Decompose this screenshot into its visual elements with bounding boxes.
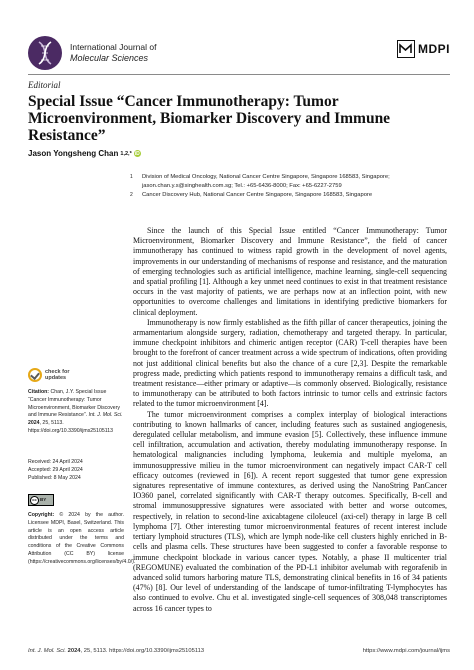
mdpi-logo [397, 40, 450, 58]
journal-name-line1: International Journal of [70, 42, 157, 52]
citation-journal: Int. J. Mol. Sci. [88, 412, 123, 419]
affiliation-item [130, 191, 450, 200]
affiliation-text: Division of Medical Oncology, National Cancer Centre Singapore, Singapore 168583, Singapore; jason.chan.y.s@singhealth.com.sg; Tel.: +65-6436-8000; Fax: +65-6227-2759 [142, 174, 390, 189]
check-updates-icon [28, 368, 42, 382]
cc-license-badge[interactable] [28, 494, 124, 506]
affiliation-item [130, 173, 450, 191]
mdpi-logo-text: MDPI [418, 42, 450, 56]
cc-icon: cc [30, 496, 39, 505]
citation-label: Citation: [28, 389, 50, 395]
check-for-updates-button[interactable] [28, 368, 124, 382]
footer-citation [28, 648, 204, 654]
affiliation-text: Cancer Discovery Hub, National Cancer Centre Singapore, Singapore 168583, Singapore [142, 192, 373, 198]
check-updates-line1: check for [45, 368, 70, 375]
published-date: Published: 8 May 2024 [28, 474, 81, 481]
journal-name-line2: Molecular Sciences [70, 53, 149, 63]
citation-year: 2024 [28, 420, 40, 427]
orcid-icon[interactable]: iD [134, 150, 140, 157]
copyright-block [28, 512, 136, 567]
copyright-label: Copyright: [28, 512, 55, 518]
affiliations [130, 173, 450, 200]
header-divider [28, 74, 450, 75]
footer-year: 2024 [67, 648, 81, 654]
article-title: Special Issue “Cancer Immunotherapy: Tumor Microenvironment, Biomarker Discovery and Immune Resistance” [28, 93, 391, 144]
accepted-date: Accepted: 29 April 2024 [28, 466, 83, 473]
page-footer [28, 648, 450, 654]
citation-text: Chan, J.Y. Special Issue “Cancer Immunotherapy: Tumor Microenvironment, Biomarker Discovery and Immune Resistance”. [28, 389, 120, 419]
journal-name [70, 42, 156, 64]
body-paragraph: The tumor microenvironment comprises a complex interplay of biological interactions contributing to known hallmarks of cancer, including features such as sustained angiogenesis, deregulated cellular metabolism, and immune evasion [5]. Collectively, these influence immune cell infiltration, accumulation and activation, thereby modulating immunotherapy response. In hematological malignancies including lymphoma, leukemia and multiple myeloma, an immunosuppressive milieu in the tumor microenvironment can negatively impact CAR-T cell efficacy outcomes (reviewed in [6]). A recent report suggested that tumor gene expression signatures representative of immune contextures, as derived using the NanoString PanCancer IO360 panel, correlated significantly with CAR-T therapy outcomes. Specifically, B-cell and stromal immunosuppressive signatures were associated with better and worse outcomes, respectively, in relation to second-line axicabtagene ciloleucel (axi-cel) therapy in large B cell lymphoma [7]. Other interesting tumor microenvironmental features of recent interest include tertiary lymphoid structures (TLS), which are lymph node-like cell clusters highly enriched in B-cells and plasma cells. These structures have been suggested to confer a favorable response to immune checkpoint blockade in various cancer types. Notably, a phase II multicenter trial (REGOMUNE) evaluated the combination of the PD-L1 inhibitor avelumab with regorafenib in advanced solid tumors harboring mature TLS, demonstrating clinical benefits in 16 of 34 patients (47%) [8]. Our level of understanding of the landscape of tumor-infiltrating T-lymphocytes has also continued to evolve. Chu et al. investigated single-cell sequences of 308,048 transcriptomes across 16 cancer types to [133, 409, 447, 613]
footer-journal: Int. J. Mol. Sci. [28, 648, 67, 654]
journal-logo-icon [28, 36, 62, 70]
footer-journal-url[interactable]: https://www.mdpi.com/journal/ijms [362, 648, 450, 654]
article-type: Editorial [28, 80, 61, 90]
publication-dates [28, 459, 124, 482]
journal-header [28, 36, 156, 70]
citation-doi[interactable]: , 25, 5113. https://doi.org/10.3390/ijms25105113 [28, 420, 113, 434]
article-body [133, 226, 447, 614]
check-updates-line2: updates [45, 375, 67, 381]
author-affiliation-marks: 1,2,* [120, 150, 132, 157]
cc-by-icon [28, 494, 54, 506]
affiliation-number: 2 [130, 192, 133, 198]
author-line [28, 149, 141, 158]
mdpi-logo-icon [397, 40, 415, 58]
received-date: Received: 24 April 2024 [28, 459, 83, 465]
author-name: Jason Yongsheng Chan [28, 149, 119, 158]
body-paragraph: Since the launch of this Special Issue entitled “Cancer Immunotherapy: Tumor Microenvironment, Biomarker Discovery and Immune Resistance”, the field of cancer immunotherapy has continued to witness rapid growth in the development of novel agents, improvements in our understanding of mechanisms of response and resistance, and the maturation of emerging technologies such as artificial intelligence, machine learning, single-cell sequencing and spatial profiling [1]. Although a key unmet need continues to exist in that treatment resistance occurs in the vast majority of patients, we are perhaps now at an inflection point, with new opportunities to overcome challenges and limitations in identifying predictive biomarkers for clinical deployment. [133, 226, 447, 317]
by-label: BY [40, 497, 47, 503]
body-paragraph: Immunotherapy is now firmly established as the fifth pillar of cancer therapeutics, joining the armamentarium alongside surgery, radiation, chemotherapy and targeted therapy. In particular, immune checkpoint inhibitors and chimeric antigen receptor (CAR) T-cell therapies have been brought to the forefront of cancer treatment across a wide spectrum of indications, often providing not just additional clinical benefits but also the chance of a cure [2,3]. Despite the remarkable progress made, predicting which patients respond to immunotherapy remains a difficult task, and treatment resistance—either primary or adaptive—is commonly observed. Biologically, resistance to immunotherapy can be attributed to both factors intrinsic to tumor cells and extrinsic factors related to the tumor microenvironment [4]. [133, 317, 447, 409]
copyright-text: © 2024 by the author. Licensee MDPI, Basel, Switzerland. This article is an open access article distributed under the terms and conditions of the Creative Commons Attribution (CC BY) license (https://creativecommons.org/licenses/by/4.0/). [28, 512, 136, 565]
citation-block [28, 389, 124, 436]
affiliation-number: 1 [130, 174, 133, 180]
footer-doi[interactable]: , 25, 5113. https://doi.org/10.3390/ijms25105113 [80, 648, 205, 654]
